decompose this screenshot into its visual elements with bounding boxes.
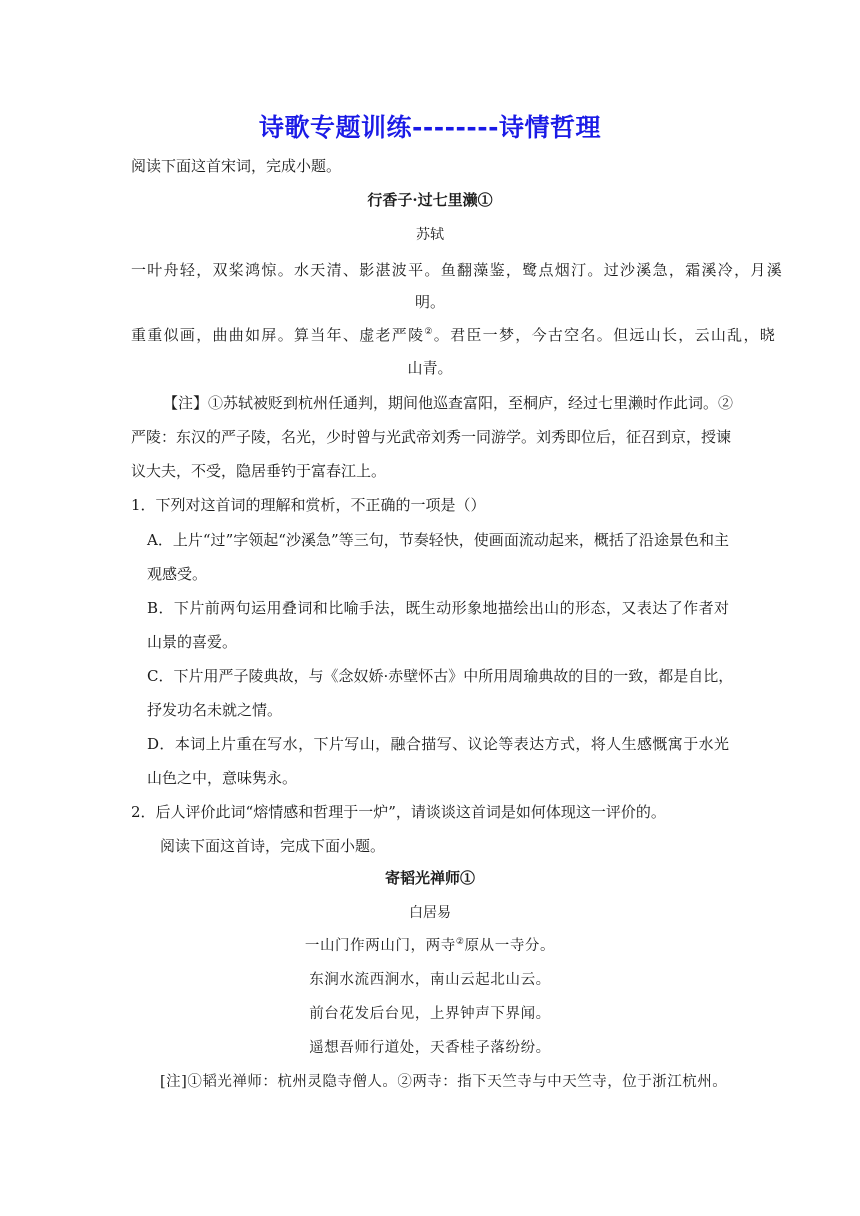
question-1-stem: 1．下列对这首词的理解和赏析，不正确的一项是（） [131, 496, 486, 514]
poem1-note-line: 【注】①苏轼被贬到杭州任通判，期间他巡查富阳，至桐庐，经过七里濑时作此词。② [163, 394, 734, 412]
option-d-continued: 山色之中，意味隽永。 [147, 769, 298, 787]
poem2-verse-line: 遥想吾师行道处，天香桂子落纷纷。 [309, 1040, 551, 1056]
option-b: B．下片前两句运用叠词和比喻手法，既生动形象地描绘出山的形态，又表达了作者对 [147, 599, 729, 617]
reading-instruction-1: 阅读下面这首宋词，完成小题。 [131, 157, 342, 175]
option-a-continued: 观感受。 [147, 565, 208, 583]
poem1-verse-line: 山青。 [407, 359, 453, 377]
poem1-verse-line: 重重似画，曲曲如屏。算当年、虚老严陵②。君臣一梦，今古空名。但远山长，云山乱，晓 [131, 326, 777, 344]
poem2-title: 寄韬光禅师① [384, 869, 475, 887]
poem1-title: 行香子·过七里濑① [367, 191, 493, 209]
poem1-note-line: 议大夫，不受，隐居垂钓于富春江上。 [131, 462, 387, 480]
poem2-verse-line: 东涧水流西涧水，南山云起北山云。 [309, 972, 551, 988]
option-c-continued: 抒发功名未就之情。 [147, 701, 283, 719]
poem2-verse-line: 前台花发后台见，上界钟声下界闻。 [309, 1006, 551, 1022]
poem2-note: [注]①韬光禅师：杭州灵隐寺僧人。②两寺：指下天竺寺与中天竺寺，位于浙江杭州。 [160, 1074, 728, 1090]
poem1-verse-line: 明。 [414, 293, 445, 311]
poem1-verse-line: 一叶舟轻，双桨鸿惊。水天清、影湛波平。鱼翻藻鉴，鹭点烟汀。过沙溪急，霜溪冷，月溪 [131, 261, 784, 279]
poem2-author: 白居易 [409, 905, 451, 921]
option-d: D．本词上片重在写水，下片写山，融合描写、议论等表达方式，将人生感慨寓于水光 [147, 735, 729, 753]
page-title: 诗歌专题训练--------诗情哲理 [258, 113, 601, 142]
option-a: A．上片“过”字领起“沙溪急”等三句，节奏轻快，使画面流动起来，概括了沿途景色和主 [147, 531, 729, 549]
poem1-note-line: 严陵：东汉的严子陵，名光，少时曾与光武帝刘秀一同游学。刘秀即位后，征召到京，授谏 [131, 428, 732, 446]
footnote-marker: ② [424, 327, 434, 337]
option-c: C．下片用严子陵典故，与《念奴娇·赤壁怀古》中所用周瑜典故的目的一致，都是自比， [147, 667, 734, 685]
reading-instruction-2: 阅读下面这首诗，完成下面小题。 [160, 837, 386, 855]
poem2-verse-line: 一山门作两山门，两寺②原从一寺分。 [304, 937, 556, 954]
question-2-stem: 2．后人评价此词“熔情感和哲理于一炉”，请谈谈这首词是如何体现这一评价的。 [131, 803, 666, 821]
option-b-continued: 山景的喜爱。 [147, 633, 238, 651]
footnote-marker: ② [455, 937, 465, 947]
poem1-author: 苏轼 [416, 227, 444, 243]
